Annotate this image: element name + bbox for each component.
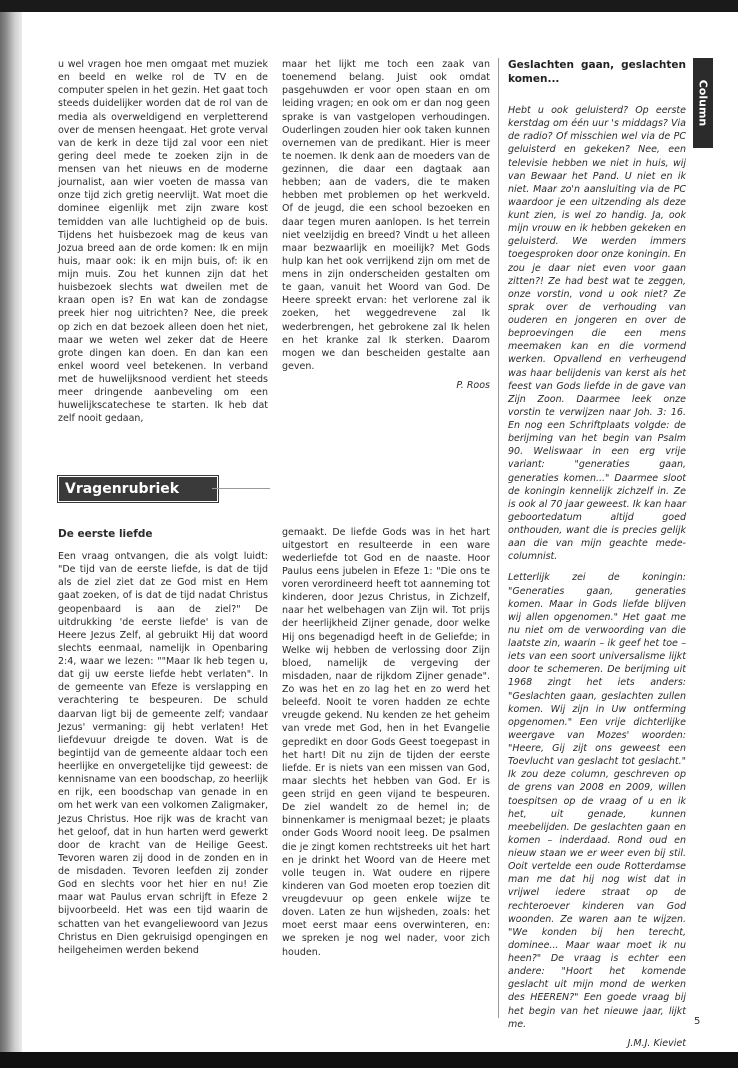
column-title: Geslachten gaan, geslachten komen... — [508, 59, 686, 85]
vragenrubriek-title: De eerste liefde — [58, 527, 153, 540]
top-article-column-1 — [58, 58, 268, 426]
top-article-column-2 — [282, 58, 490, 392]
column-author: J.M.J. Kieviet — [627, 1037, 686, 1049]
section-tab-label: Column — [696, 79, 710, 127]
page-spine-shadow — [0, 12, 22, 1052]
top-edge — [0, 0, 738, 12]
vragenrubriek-col2-text: gemaakt. De liefde Gods was in het hart uitgestort en resulteerde in een ware wederliefde tot God en de naaste. Hoor Paulus eens jubelen in Efeze 1: "Die ons te voren verordineerd heeft tot aanneming tot kinderen, door Jezus Christus, in Zichzelf, naar het welbehagen van Zijn wil. Tot prijs der heerlijkheid Zijner genade, door welke Hij ons begenadigd heeft in de Geliefde; in Welke wij hebben de verlossing door Zijn bloed, namelijk de vergeving der misdaden, naar de rijkdom Zijner genade". Zo was het en zo lag het en zo werd het beleefd. Nooit te voren hadden ze echte vreugde gekend. Nu kenden ze het geheim van vrede met God, hen in het Evangelie gepredikt en door Gods Geest toegepast in het hart! Dit nu zijn de tijden der eerste liefde. Er is niets van een missen van God, maar slechts het hebben van God. Er is geen strijd en geen vijand te bespeuren. De ziel wandelt zo de hemel in; de binnenkamer is menigmaal bezet; je plaats onder Gods Woord nooit leeg. De psalmen die je zingt komen rechtstreeks uit het hart en je drinkt het Woord van de Heere met volle teugen in. Wat oudere en rijpere kinderen van God moeten erop toezien dit vreugdevuur op geen enkele wijze te doven. Laten ze hun wijsheden, zoals: het moet eerst maar eens overwinteren, en: we spreken je nog wel nader, voor zich houden. — [282, 526, 490, 958]
bottom-edge — [0, 1052, 738, 1068]
column-article — [508, 58, 686, 1050]
column-para-2: Letterlijk zei de koningin: "Generaties gaan, generaties komen. Maar in Gods liefde blijven wij allen opgenomen." Het gaat me nu niet om de verwoording van die laatste zin, waarin – ik geef het toe – iets van een soort universalisme lijkt door te schemeren. De berijming uit 1968 zingt het iets anders: "Geslachten gaan, geslachten zullen komen. Wij zijn in Uw ontferming opgenomen." Een vrije dichterlijke weergave van Mozes' woorden: "Heere, Gij zijt ons geweest een Toevlucht van geslacht tot geslacht." Ik zou deze column, geschreven op de grens van 2008 en 2009, willen toespitsen op de vraag of u en ik het, uit genade, kunnen meebelijden. De geslachten gaan en komen – inderdaad. Rond oud en nieuw staan we er weer even bij stil. Ooit vertelde een oude Rotterdamse man me dat hij nog wist dat in vrijwel iedere straat op de rechteroever kinderen van God woonden. Ze waren aan te wijzen. "We konden bij hen terecht, dominee... Maar waar moet ik nu heen?" De vraag is echter een andere: "Hoort het komende geslacht uit mijn mond de werken des HEEREN?" Een goede vraag bij het begin van het nieuwe jaar, lijkt me. — [508, 572, 686, 1030]
page-number: 5 — [694, 1016, 701, 1027]
top-article-author: P. Roos — [456, 380, 490, 391]
banner-rule — [212, 488, 270, 489]
column-divider — [498, 58, 499, 1018]
section-tab — [693, 58, 713, 148]
vragenrubriek-column-2 — [282, 516, 490, 968]
vragenrubriek-banner: Vragenrubriek — [58, 476, 218, 502]
top-article-col2-text: maar het lijkt me toch een zaak van toenemend belang. Juist ook omdat pasgehuwden er voor open staan en om leiding vragen; en ook om er dan nog geen sprake is van vastgelopen verhoudingen. Ouderlingen zouden hier ook taken kunnen overnemen van de predikant. Hier is meer te noemen. Ik denk aan de moeders van de gezinnen, die daar een dagtaak aan hebben; aan de vaders, die te maken hebben met problemen op het werkveld. Of de jeugd, die een school bezoeken en daar tegen muren aanlopen. Is het terrein niet veelzijdig en breed? Vindt u het alleen maar bezwaarlijk en moeilijk? Met Gods hulp kan het ook verrijkend zijn om met de mens in zijn onderscheiden gestalten om te gaan, vanuit het Woord van God. De Heere spreekt ervan: het verlorene zal ik zoeken, het weggedrevene zal Ik wederbrengen, het gebrokene zal Ik helen en het kranke zal Ik sterken. Daarom mogen we dan bescheiden gestalte aan geven. — [282, 59, 490, 372]
top-article-col1-text: u wel vragen hoe men omgaat met muziek en beeld en welke rol de TV en de computer spelen in het gezin. Het gaat toch steeds duidelijker worden dat de rol van de media als overweldigend en verpletterend over de mensen heengaat. Het grote verval van de kerk in deze tijd zal voor een niet gering deel mede te zoeken zijn in de mensen van het nieuws en de moderne journalist, aan wier voeten de massa van onze tijd zich gretig neervlijt. Wat moet die dominee eigenlijk met zijn zware kost temidden van alle luchtigheid op de buis. Tijdens het huisbezoek mag de keus van Jozua breed aan de orde komen: Ik en mijn huis, maar ook: ik en mijn buis, of: ik en mijn muis. Zou het kunnen zijn dat het huisbezoek slechts wat dweilen met de kraan open is? En wat kan de zondagse preek hier nog uitrichten? Nee, die preek op zich en dat bezoek alleen doen het niet, maar we weten wel zeker dat de Heere grote dingen kan doen. En dan kan een enkel woord veel betekenen. In verband met de huwelijksnood verdient het steeds meer dringende aanbeveling om een huwelijkscatechese te starten. Ik heb dat zelf nooit gedaan, — [58, 59, 268, 425]
vragenrubriek-col1-text: Een vraag ontvangen, die als volgt luidt: "De tijd van de eerste liefde, is dat de tijd als de ziel ziet dat ze God mist en Hem gaat zoeken, of is dat de tijd nadat Christus geopenbaard is aan de ziel?" De uitdrukking 'de eerste liefde' is van de Heere Jezus Zelf, al gebruikt Hij dat woord slechts eenmaal, namelijk in Openbaring 2:4, waar we lezen: ""Maar Ik heb tegen u, dat gij uw eerste liefde hebt verlaten". In de gemeente van Efeze is verslapping en verachtering te bespeuren. De schuld daarvan ligt bij de gemeente zelf; vandaar Jezus' vermaning: gij hebt verlaten! Het liefdevuur dreigde te doven. Wat is de begintijd van de gemeente aldaar toch een heerlijke en onvergetelijke tijd geweest: de kennisname van een boodschap, zo heerlijk en rijk, een boodschap van genade in en om het werk van een volkomen Zaligmaker, Jezus Christus. Hoe rijk was de kracht van het geloof, dat in hun harten werd gewerkt door de kracht van de Heilige Geest. Tevoren waren zij dood in de zonden en in de misdaden. Tevoren leefden zij zonder God en slechts voor het hier en nu! Zie maar wat Paulus ervan schrijft in Efeze 2 bijvoorbeeld. Het was een tijd waarin de schatten van het evangeliewoord van Jezus Christus en Dien gekruisigd opengingen en heilgeheimen werden bekend — [58, 551, 268, 956]
column-para-1: Hebt u ook geluisterd? Op eerste kerstdag om één uur 's middags? Via de radio? Of misschien wel via de PC geluisterd en gekeken? Nee, een televisie hebben we niet in huis, wij van Bewaar het Pand. U niet en ik niet. Maar zo'n aansluiting via de PC waardoor je een uitzending als deze kunt zien, is wel zo handig. Ja, ook mijn vrouw en ik hebben gekeken en geluisterd. We werden immers toegesproken door onze koningin. En zou je daar niet even voor gaan zitten?! Ze had best wat te zeggen, onze vorstin, vond u ook niet? Ze sprak over de verhouding van ouderen en jongeren en over de beproevingen die een mens meemaken kan en die vormend werken. Opvallend en verheugend was haar belijdenis van kerst als het feest van Gods liefde in de gave van Zijn Zoon. Daarmee leek onze vorstin te verwijzen naar Joh. 3: 16. En nog een Schriftplaats volgde: de berijming van het begin van Psalm 90. Weliswaar in een erg vrije variant: "generaties gaan, generaties komen..." Daarmee sloot de koningin kennelijk zichzelf in. Ze is ook al 70 jaar geweest. Ik kan haar geboortedatum altijd goed onthouden, want die is precies gelijk aan die van mijn geachte mede-columnist. — [508, 105, 686, 563]
vragenrubriek-column-1 — [58, 516, 268, 966]
